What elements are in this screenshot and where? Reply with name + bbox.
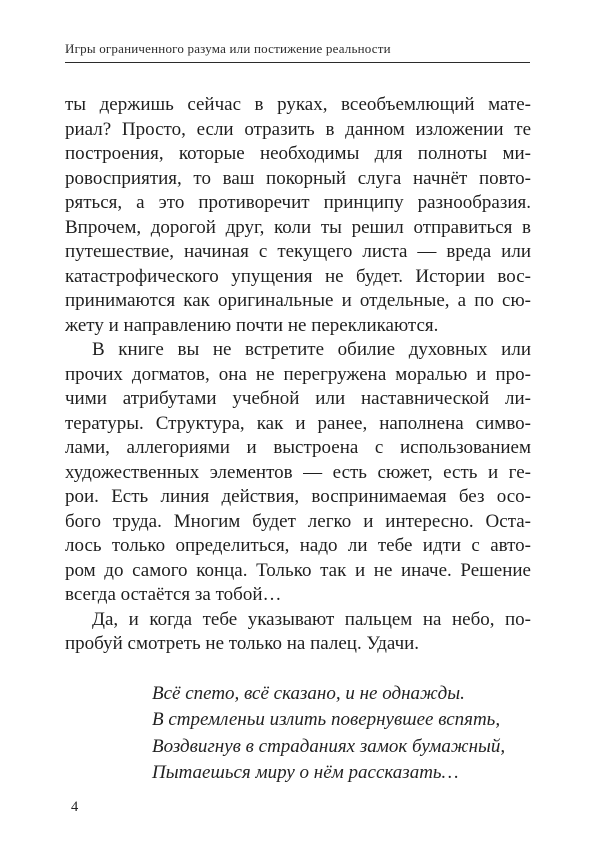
text-line: прочих догматов, она не перегружена моралью и про- — [65, 363, 531, 385]
text-line: катастрофического упущения не будет. Истории вос- — [65, 265, 531, 287]
text-line: Да, и когда тебе указывают пальцем на небо, по- — [92, 608, 531, 630]
text-line: рои. Есть линия действия, воспринимаемая без осо- — [65, 486, 531, 507]
text-line: риал? Просто, если отразить в данном изложении те — [65, 118, 531, 140]
text-line: ром до самого конца. Только так и не иначе. Решение — [65, 559, 531, 581]
running-header-title: Игры ограниченного разума или постижение реальности — [65, 41, 391, 56]
paragraph — [65, 608, 531, 657]
paragraph — [65, 93, 531, 338]
text-line: лами, аллегориями и выстроена с использованием — [65, 437, 531, 458]
verse-block — [152, 681, 505, 786]
text-line: Впрочем, дорогой друг, коли ты решил отправиться в — [65, 216, 531, 238]
body-text — [65, 93, 531, 657]
text-line: принимаются как оригинальные и отдельные, а по сю- — [65, 290, 531, 311]
text-line: лось только определиться, надо ли тебе идти с авто- — [65, 535, 531, 556]
verse-line: Пытаешься миру о нём рассказать… — [152, 761, 459, 783]
text-line: В книге вы не встретите обилие духовных или — [92, 339, 531, 360]
page-number: 4 — [71, 799, 79, 815]
paragraph — [65, 338, 531, 608]
text-line: всегда остаётся за тобой… — [65, 584, 282, 605]
running-header — [65, 42, 530, 63]
verse-line: В стремленьи излить повернувшее вспять, — [152, 709, 501, 731]
text-line: ты держишь сейчас в руках, всеобъемлющий мате- — [65, 94, 531, 115]
text-line: построения, которые необходимы для полноты ми- — [65, 143, 531, 164]
text-line: чими атрибутами учебной или наставнической ли- — [65, 388, 531, 409]
text-line: бого труда. Многим будет легко и интересно. Оста- — [65, 510, 531, 532]
text-line: ряться, а это противоречит принципу разнообразия. — [65, 192, 531, 213]
text-line: пробуй смотреть не только на палец. Удачи. — [65, 633, 420, 654]
text-line: путешествие, начиная с текущего листа — вреда или — [65, 241, 531, 262]
text-line: художественных элементов — есть сюжет, есть и ге- — [65, 461, 531, 483]
verse-line: Воздвигнув в страданиях замок бумажный, — [152, 735, 506, 757]
verse-line: Всё спето, всё сказано, и не однажды. — [152, 683, 465, 704]
text-line: ровосприятия, то ваш покорный слуга начнёт повто- — [65, 167, 531, 189]
text-line: тературы. Структура, как и ранее, наполнена симво- — [65, 412, 531, 434]
text-line: жету и направлению почти не перекликаются. — [65, 314, 439, 336]
